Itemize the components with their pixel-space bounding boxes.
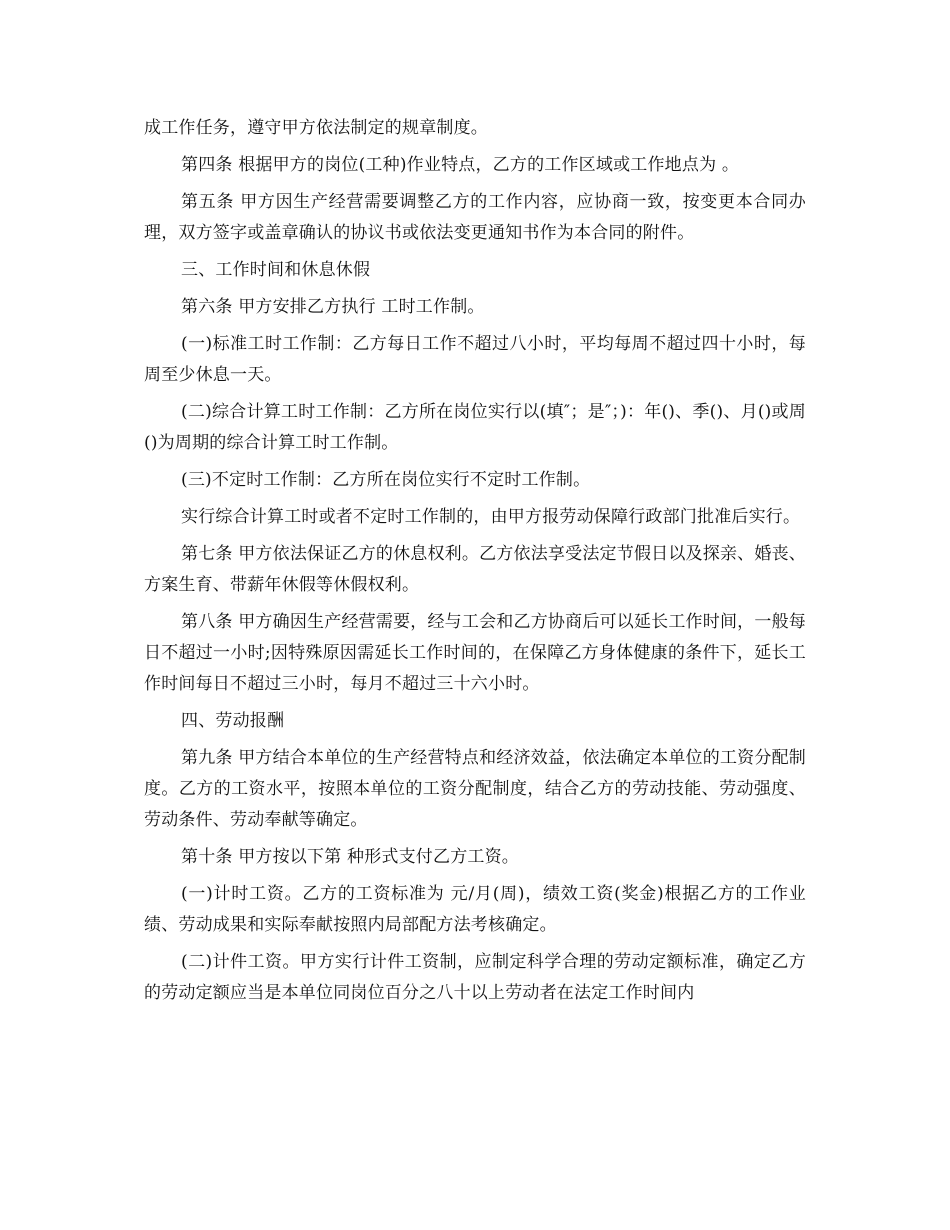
paragraph-time-wage: (一)计时工资。乙方的工资标准为 元/月(周)，绩效工资(奖金)根据乙方的工作业绩、劳动成果和实际奉献按照内局部配方法考核确定。 — [144, 884, 806, 935]
paragraph-article-9: 第九条 甲方结合本单位的生产经营特点和经济效益，依法确定本单位的工资分配制度。乙方的工资水平，按照本单位的工资分配制度，结合乙方的劳动技能、劳动强度、劳动条件、劳动奉献等确定。 — [144, 748, 806, 830]
paragraph-continuation: 成工作任务，遵守甲方依法制定的规章制度。 — [144, 118, 488, 138]
paragraph-comprehensive-hours: (二)综合计算工时工作制：乙方所在岗位实行以(填″；是″；)：年()、季()、月()或周()为周期的综合计算工时工作制。 — [144, 402, 806, 453]
paragraph-article-6: 第六条 甲方安排乙方执行 工时工作制。 — [181, 297, 485, 317]
paragraph-article-5: 第五条 甲方因生产经营需要调整乙方的工作内容，应协商一致，按变更本合同办理，双方签字或盖章确认的协议书或依法变更通知书作为本合同的附件。 — [144, 192, 806, 243]
paragraph-article-10: 第十条 甲方按以下第 种形式支付乙方工资。 — [181, 847, 520, 867]
section-heading-remuneration: 四、劳动报酬 — [181, 711, 285, 731]
paragraph-article-7: 第七条 甲方依法保证乙方的休息权利。乙方依法享受法定节假日以及探亲、婚丧、方案生育、带薪年休假等休假权利。 — [144, 544, 806, 595]
paragraph-piece-wage: (二)计件工资。甲方实行计件工资制，应制定科学合理的劳动定额标准，确定乙方的劳动定额应当是本单位同岗位百分之八十以上劳动者在法定工作时间内 — [144, 952, 806, 1003]
paragraph-article-8: 第八条 甲方确因生产经营需要，经与工会和乙方协商后可以延长工作时间，一般每日不超过一小时;因特殊原因需延长工作时间的，在保障乙方身体健康的条件下，延长工作时间每日不超过三小时，每月不超过三十六小时。 — [144, 612, 806, 694]
paragraph-approval-note: 实行综合计算工时或者不定时工作制的，由甲方报劳动保障行政部门批准后实行。 — [181, 507, 801, 527]
document-body — [144, 113, 806, 1015]
paragraph-flexible-hours: (三)不定时工作制：乙方所在岗位实行不定时工作制。 — [181, 470, 591, 490]
paragraph-standard-hours: (一)标准工时工作制：乙方每日工作不超过八小时，平均每周不超过四十小时，每周至少休息一天。 — [144, 334, 806, 385]
section-heading-work-hours: 三、工作时间和休息休假 — [181, 260, 371, 280]
paragraph-article-4: 第四条 根据甲方的岗位(工种)作业特点，乙方的工作区域或工作地点为 。 — [181, 155, 740, 175]
